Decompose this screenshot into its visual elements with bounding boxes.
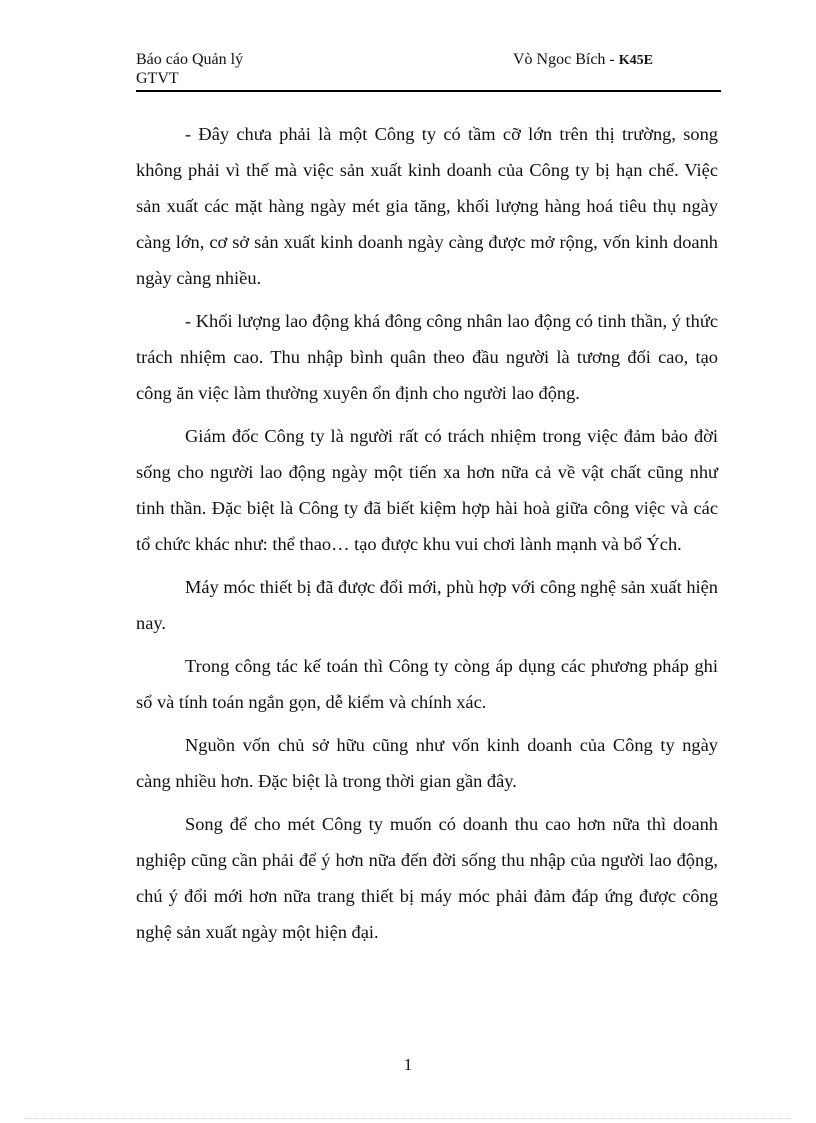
class-code: K45E [618,53,653,68]
document-body [136,116,718,957]
report-title-line2: GTVT [136,70,179,87]
paragraph-6: Nguồn vốn chủ sở hữu cũng như vốn kinh doanh của Công ty ngày càng nhiều hơn. Đặc biệt là trong thời gian gần đây. [136,735,718,791]
report-title [136,50,243,88]
report-title-line1: Báo cáo Quản lý [136,51,244,68]
paragraph-1: - Đây chưa phải là một Công ty có tầm cỡ lớn trên thị trường, song không phải vì thế mà việc sản xuất kinh doanh của Công ty bị hạn chế. Việc sản xuất các mặt hàng ngày mét gia tăng, khối lượng hàng hoá tiêu thụ ngày càng lớn, cơ sở sản xuất kinh doanh ngày càng được mở rộng, vốn kinh doanh ngày càng nhiều. [136,124,718,288]
author-name: Vò Ngoc Bích - [513,51,619,68]
paragraph-2: - Khối lượng lao động khá đông công nhân lao động có tinh thần, ý thức trách nhiệm cao. Thu nhập bình quân theo đầu người là tương đối cao, tạo công ăn việc làm thường xuyên ổn định cho người lao động. [136,311,718,403]
page-bottom-divider [24,1118,792,1119]
paragraph-4: Máy móc thiết bị đã được đổi mới, phù hợp với công nghệ sản xuất hiện nay. [136,577,718,633]
page-number: 1 [403,1055,413,1074]
paragraph-7: Song để cho mét Công ty muốn có doanh thu cao hơn nữa thì doanh nghiệp cũng cần phải để ý hơn nữa đến đời sống thu nhập của người lao động, chú ý đổi mới hơn nữa trang thiết bị máy móc phải đảm đáp ứng được công nghệ sản xuất ngày một hiện đại. [136,814,718,942]
page-header [136,50,721,92]
paragraph-5: Trong công tác kế toán thì Công ty còng áp dụng các phương pháp ghi sổ và tính toán ngắn gọn, dễ kiểm và chính xác. [136,656,718,712]
paragraph-3: Giám đốc Công ty là người rất có trách nhiệm trong việc đảm bảo đời sống cho người lao động ngày một tiến xa hơn nữa cả về vật chất cũng như tinh thần. Đặc biệt là Công ty đã biết kiệm hợp hài hoà giữa công việc và các tổ chức khác như: thể thao… tạo được khu vui chơi lành mạnh và bổ Ých. [136,426,718,554]
author-info [513,50,653,70]
